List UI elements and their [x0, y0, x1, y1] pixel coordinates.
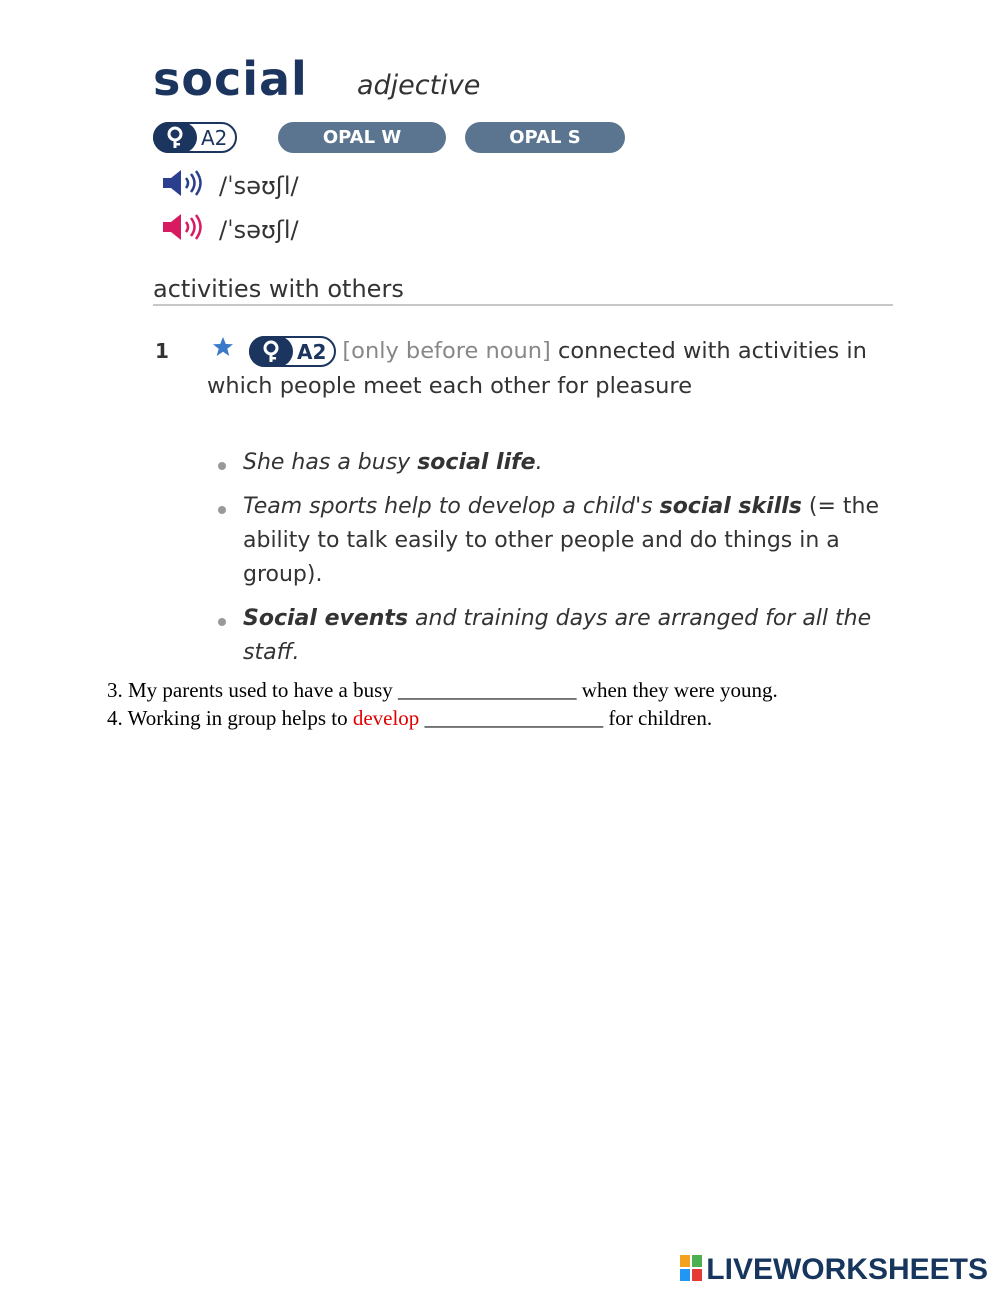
section-heading: activities with others — [153, 275, 404, 303]
sense-level-label: A2 — [297, 339, 327, 364]
sense-level-badge — [249, 336, 336, 367]
pronunciation-us — [161, 212, 299, 248]
question-4[interactable]: 4. Working in group helps to develop _________________ for children. — [107, 706, 713, 730]
pron-uk-text: /ˈsəʊʃl/ — [219, 172, 299, 200]
part-of-speech: adjective — [357, 70, 481, 101]
star-icon — [207, 335, 249, 369]
grammar-note: [only before noun] — [342, 338, 551, 364]
definition-text: connected with activities in which people meet each other for pleasure — [207, 338, 867, 399]
key-icon — [249, 336, 293, 367]
pron-us-text: /ˈsəʊʃl/ — [219, 216, 299, 244]
level-badge — [153, 122, 237, 153]
speaker-icon-us[interactable] — [161, 212, 207, 248]
sense-number: 1 — [155, 339, 169, 363]
question-3[interactable]: 3. My parents used to have a busy _________________ when they were young. — [107, 678, 778, 702]
logo-icon — [680, 1255, 702, 1285]
tag-opal-s[interactable]: OPAL S — [465, 122, 625, 153]
logo-text: LIVEWORKSHEETS — [706, 1253, 988, 1286]
level-label: A2 — [201, 125, 228, 150]
example-3: Social events and training days are arranged for all the staff. — [243, 606, 872, 665]
example-1: She has a busy social life. — [243, 450, 543, 475]
definition — [207, 334, 897, 403]
bullet — [218, 506, 226, 514]
bullet — [218, 618, 226, 626]
example-2: Team sports help to develop a child's social skills (= the ability to talk easily to other people and do things in a group). — [243, 494, 879, 587]
headword: social — [153, 52, 308, 106]
tag-opal-w[interactable]: OPAL W — [278, 122, 446, 153]
liveworksheets-logo — [680, 1253, 988, 1287]
divider — [153, 304, 893, 306]
pronunciation-uk — [161, 168, 299, 204]
key-icon — [153, 122, 197, 153]
speaker-icon-uk[interactable] — [161, 168, 207, 204]
bullet — [218, 462, 226, 470]
